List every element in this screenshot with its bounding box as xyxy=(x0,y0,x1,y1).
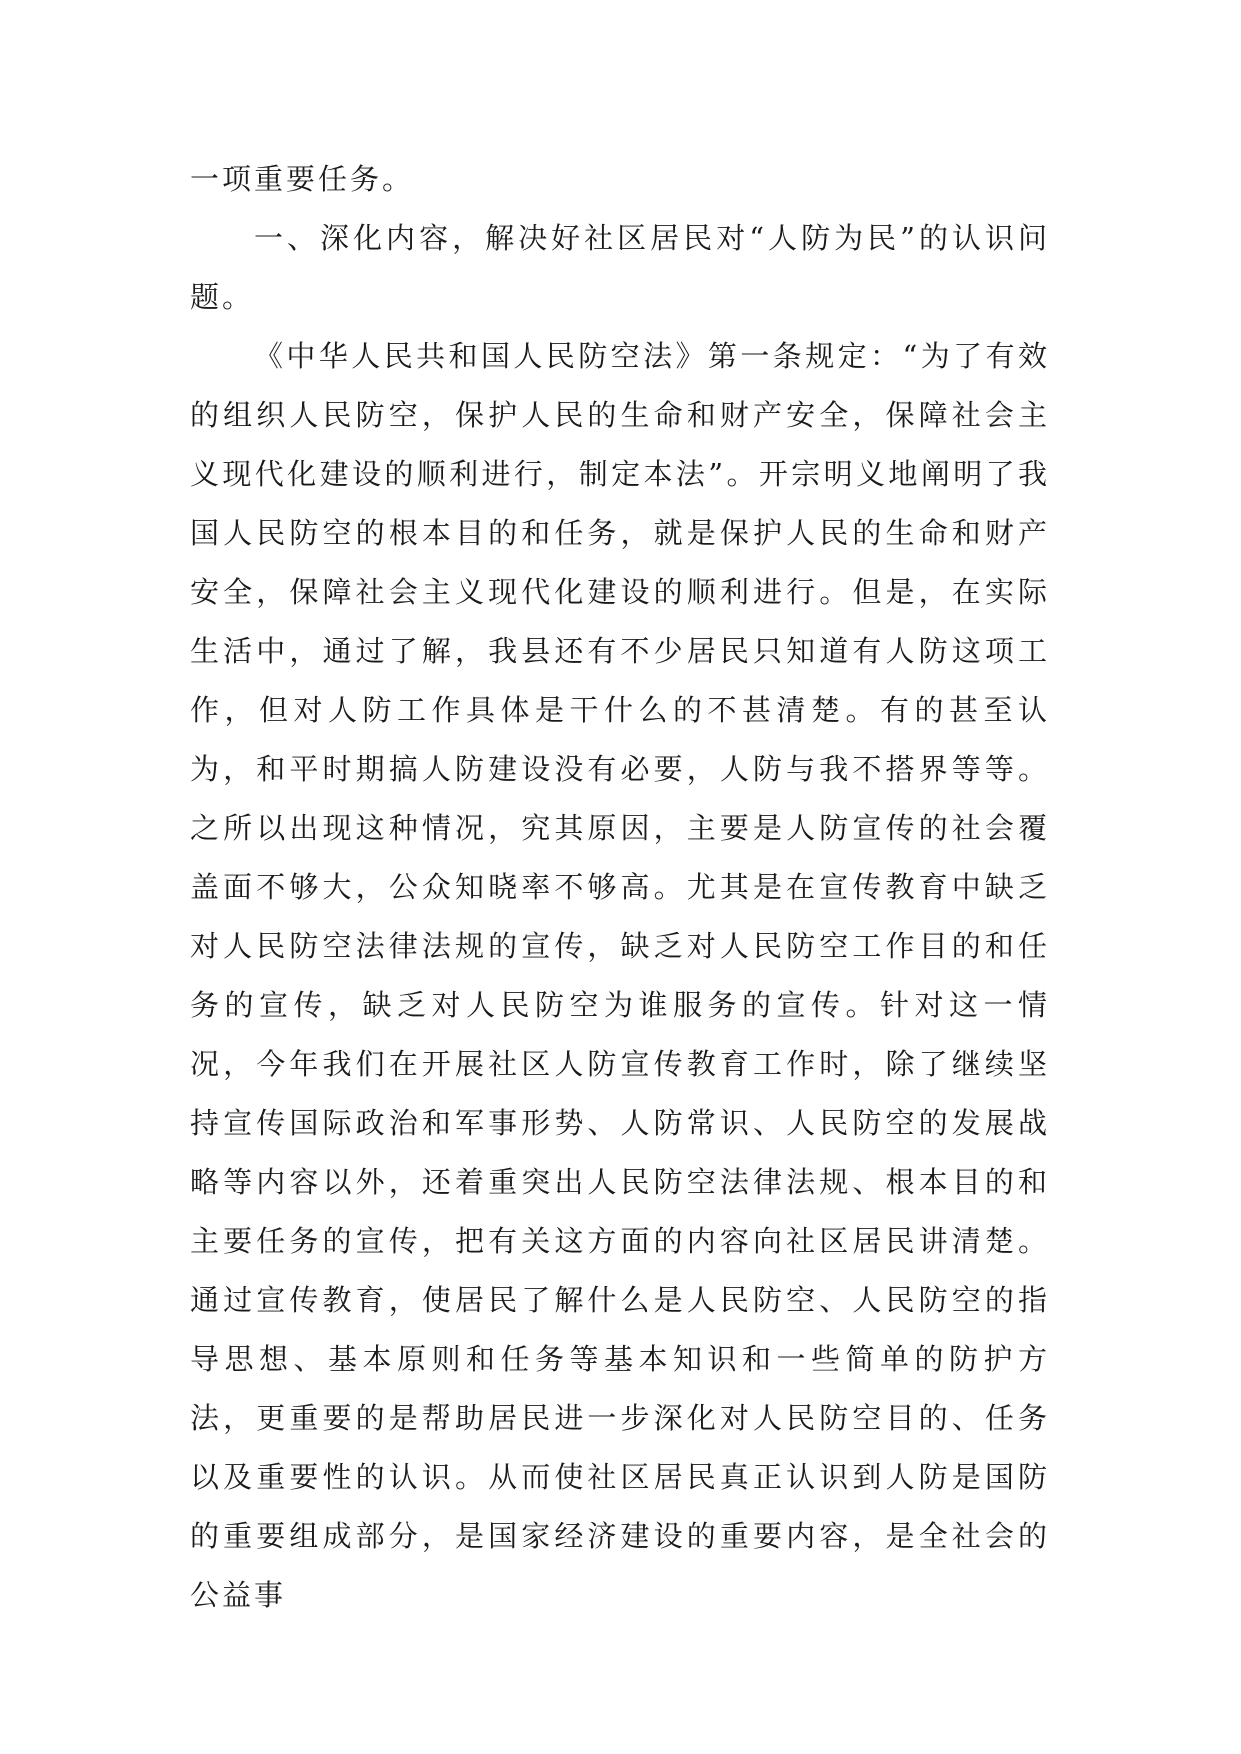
paragraph-continuation: 一项重要任务。 xyxy=(190,162,415,196)
document-body xyxy=(190,150,1050,1625)
section-heading: 一、深化内容，解决好社区居民对“人防为民”的认识问题。 xyxy=(190,221,1050,314)
paragraph-body: 《中华人民共和国人民防空法》第一条规定：“为了有效的组织人民防空，保护人民的生命和财产安全，保障社会主义现代化建设的顺利进行，制定本法”。开宗明义地阐明了我国人民防空的根本目的和任务，就是保护人民的生命和财产安全，保障社会主义现代化建设的顺利进行。但是，在实际生活中，通过了解，我县还有不少居民只知道有人防这项工作，但对人防工作具体是干什么的不甚清楚。有的甚至认为，和平时期搞人防建设没有必要，人防与我不搭界等等。之所以出现这种情况，究其原因，主要是人防宣传的社会覆盖面不够大，公众知晓率不够高。尤其是在宣传教育中缺乏对人民防空法律法规的宣传，缺乏对人民防空工作目的和任务的宣传，缺乏对人民防空为谁服务的宣传。针对这一情况，今年我们在开展社区人防宣传教育工作时，除了继续坚持宣传国际政治和军事形势、人防常识、人民防空的发展战略等内容以外，还着重突出人民防空法律法规、根本目的和主要任务的宣传，把有关这方面的内容向社区居民讲清楚。通过宣传教育，使居民了解什么是人民防空、人民防空的指导思想、基本原则和任务等基本知识和一些简单的防护方法，更重要的是帮助居民进一步深化对人民防空目的、任务以及重要性的认识。从而使社区居民真正认识到人防是国防的重要组成部分，是国家经济建设的重要内容，是全社会的公益事 xyxy=(190,339,1050,1612)
